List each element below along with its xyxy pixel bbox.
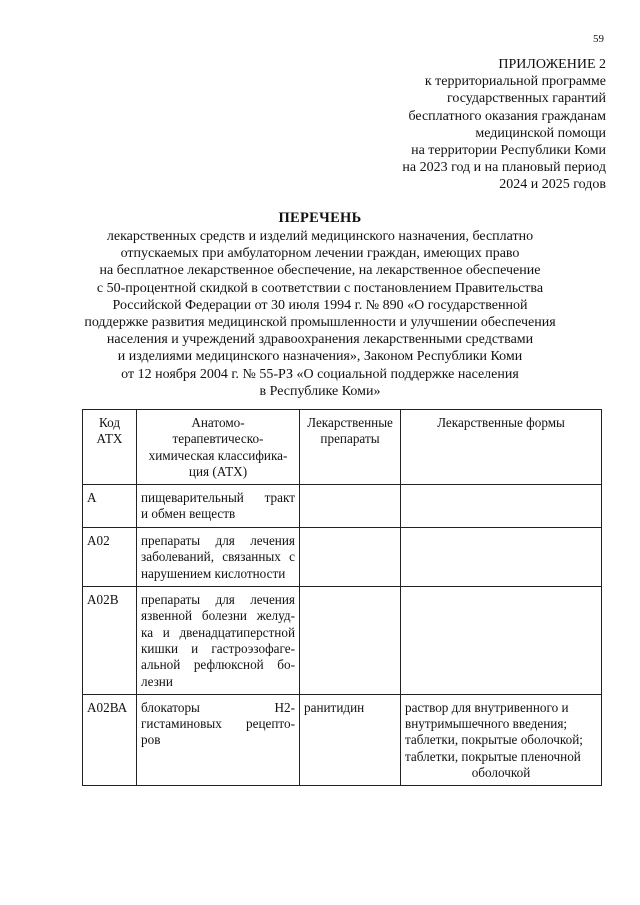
cell-line: и обмен веществ: [141, 506, 236, 522]
appendix-line: ПРИЛОЖЕНИЕ 2: [498, 57, 606, 72]
document-intro: [0, 228, 640, 400]
intro-line: Российской Федерации от 30 июля 1994 г. № 890 «О государственной: [112, 297, 528, 313]
cell-line: лезни: [141, 673, 173, 689]
drug-list-table: [82, 409, 602, 786]
appendix-line: к территориальной программе: [424, 74, 606, 90]
table-row: [83, 587, 602, 695]
header-text: химическая классифика-: [148, 447, 288, 463]
appendix-line: 2024 и 2025 годов: [499, 177, 606, 193]
cell-line: альной рефлюксной бо-: [141, 657, 295, 673]
appendix-line: на территории Республики Коми: [411, 143, 606, 159]
cell-code: А02: [83, 528, 137, 587]
cell-line: препараты для лечения: [141, 533, 295, 549]
intro-line: от 12 ноября 2004 г. № 55-РЗ «О социальной поддержке населения: [121, 366, 519, 382]
appendix-line: государственных гарантий: [447, 91, 606, 107]
cell-forms: [401, 694, 602, 785]
cell-classification: [137, 587, 300, 695]
cell-line: таблетки, покрытые пленочной: [405, 748, 581, 764]
table-header-row: [83, 410, 602, 485]
intro-line: и изделиями медицинского назначения», Законом Республики Коми: [117, 349, 523, 365]
cell-line: блокаторы Н2-: [141, 699, 295, 715]
header-text: Код: [98, 415, 121, 430]
header-code: [83, 410, 137, 485]
header-text: ция (АТХ): [188, 463, 248, 479]
header-classification: [137, 410, 300, 485]
intro-line: населения и учреждений здравоохранения лекарственными средствами: [106, 332, 534, 348]
cell-classification: [137, 528, 300, 587]
cell-code: А: [83, 485, 137, 528]
cell-line: раствор для внутривенного и: [405, 699, 569, 715]
cell-forms: [401, 485, 602, 528]
cell-drugs: [300, 485, 401, 528]
intro-line: с 50-процентной скидкой в соответствии с постановлением Правительства: [96, 280, 544, 296]
appendix-line: медицинской помощи: [475, 125, 606, 141]
cell-drugs: ранитидин: [300, 694, 401, 785]
cell-forms: [401, 587, 602, 695]
cell-drugs: [300, 528, 401, 587]
cell-line: пищеварительный тракт: [141, 490, 295, 506]
header-text: препараты: [320, 431, 380, 447]
intro-line: на бесплатное лекарственное обеспечение, на лекарственное обеспечение: [99, 263, 541, 279]
page-number: 59: [593, 33, 604, 45]
cell-line: нарушением кислотности: [141, 565, 286, 581]
header-drugs: [300, 410, 401, 485]
document-heading: ПЕРЕЧЕНЬ: [278, 210, 362, 226]
cell-line: кишки и гастроэзофаге-: [141, 640, 295, 656]
cell-line: оболочкой: [471, 765, 531, 781]
intro-line: лекарственных средств и изделий медицинского назначения, бесплатно: [106, 229, 534, 244]
header-text: Лекарственные: [307, 415, 393, 430]
header-text: Анатомо-: [191, 415, 245, 430]
cell-line: таблетки, покрытые оболочкой;: [405, 732, 583, 748]
intro-line: отпускаемых при амбулаторном лечении граждан, имеющих право: [120, 246, 520, 262]
header-text: терапевтическо-: [172, 431, 264, 447]
cell-line: заболеваний, связанных с: [141, 549, 295, 565]
appendix-line: бесплатного оказания гражданам: [408, 108, 606, 124]
cell-line: язвенной болезни желуд-: [141, 608, 295, 624]
intro-line: в Республике Коми»: [259, 383, 381, 399]
intro-line: поддержке развития медицинской промышленности и улучшении обеспечения: [84, 315, 556, 331]
cell-line: ров: [141, 732, 161, 748]
cell-code: А02В: [83, 587, 137, 695]
table-row: [83, 528, 602, 587]
cell-code: А02ВА: [83, 694, 137, 785]
table-row: [83, 694, 602, 785]
cell-classification: [137, 694, 300, 785]
table-row: [83, 485, 602, 528]
appendix-header: [402, 56, 606, 194]
header-forms: [401, 410, 602, 485]
cell-drugs: [300, 587, 401, 695]
cell-line: ка и двенадцатиперстной: [141, 624, 295, 640]
cell-forms: [401, 528, 602, 587]
cell-line: внутримышечного введения;: [405, 716, 568, 732]
appendix-line: на 2023 год и на плановый период: [402, 160, 606, 176]
cell-classification: [137, 485, 300, 528]
header-text: АТХ: [96, 431, 123, 447]
cell-line: гистаминовых рецепто-: [141, 716, 295, 732]
header-text: Лекарственные формы: [437, 415, 565, 430]
cell-line: препараты для лечения: [141, 592, 295, 608]
